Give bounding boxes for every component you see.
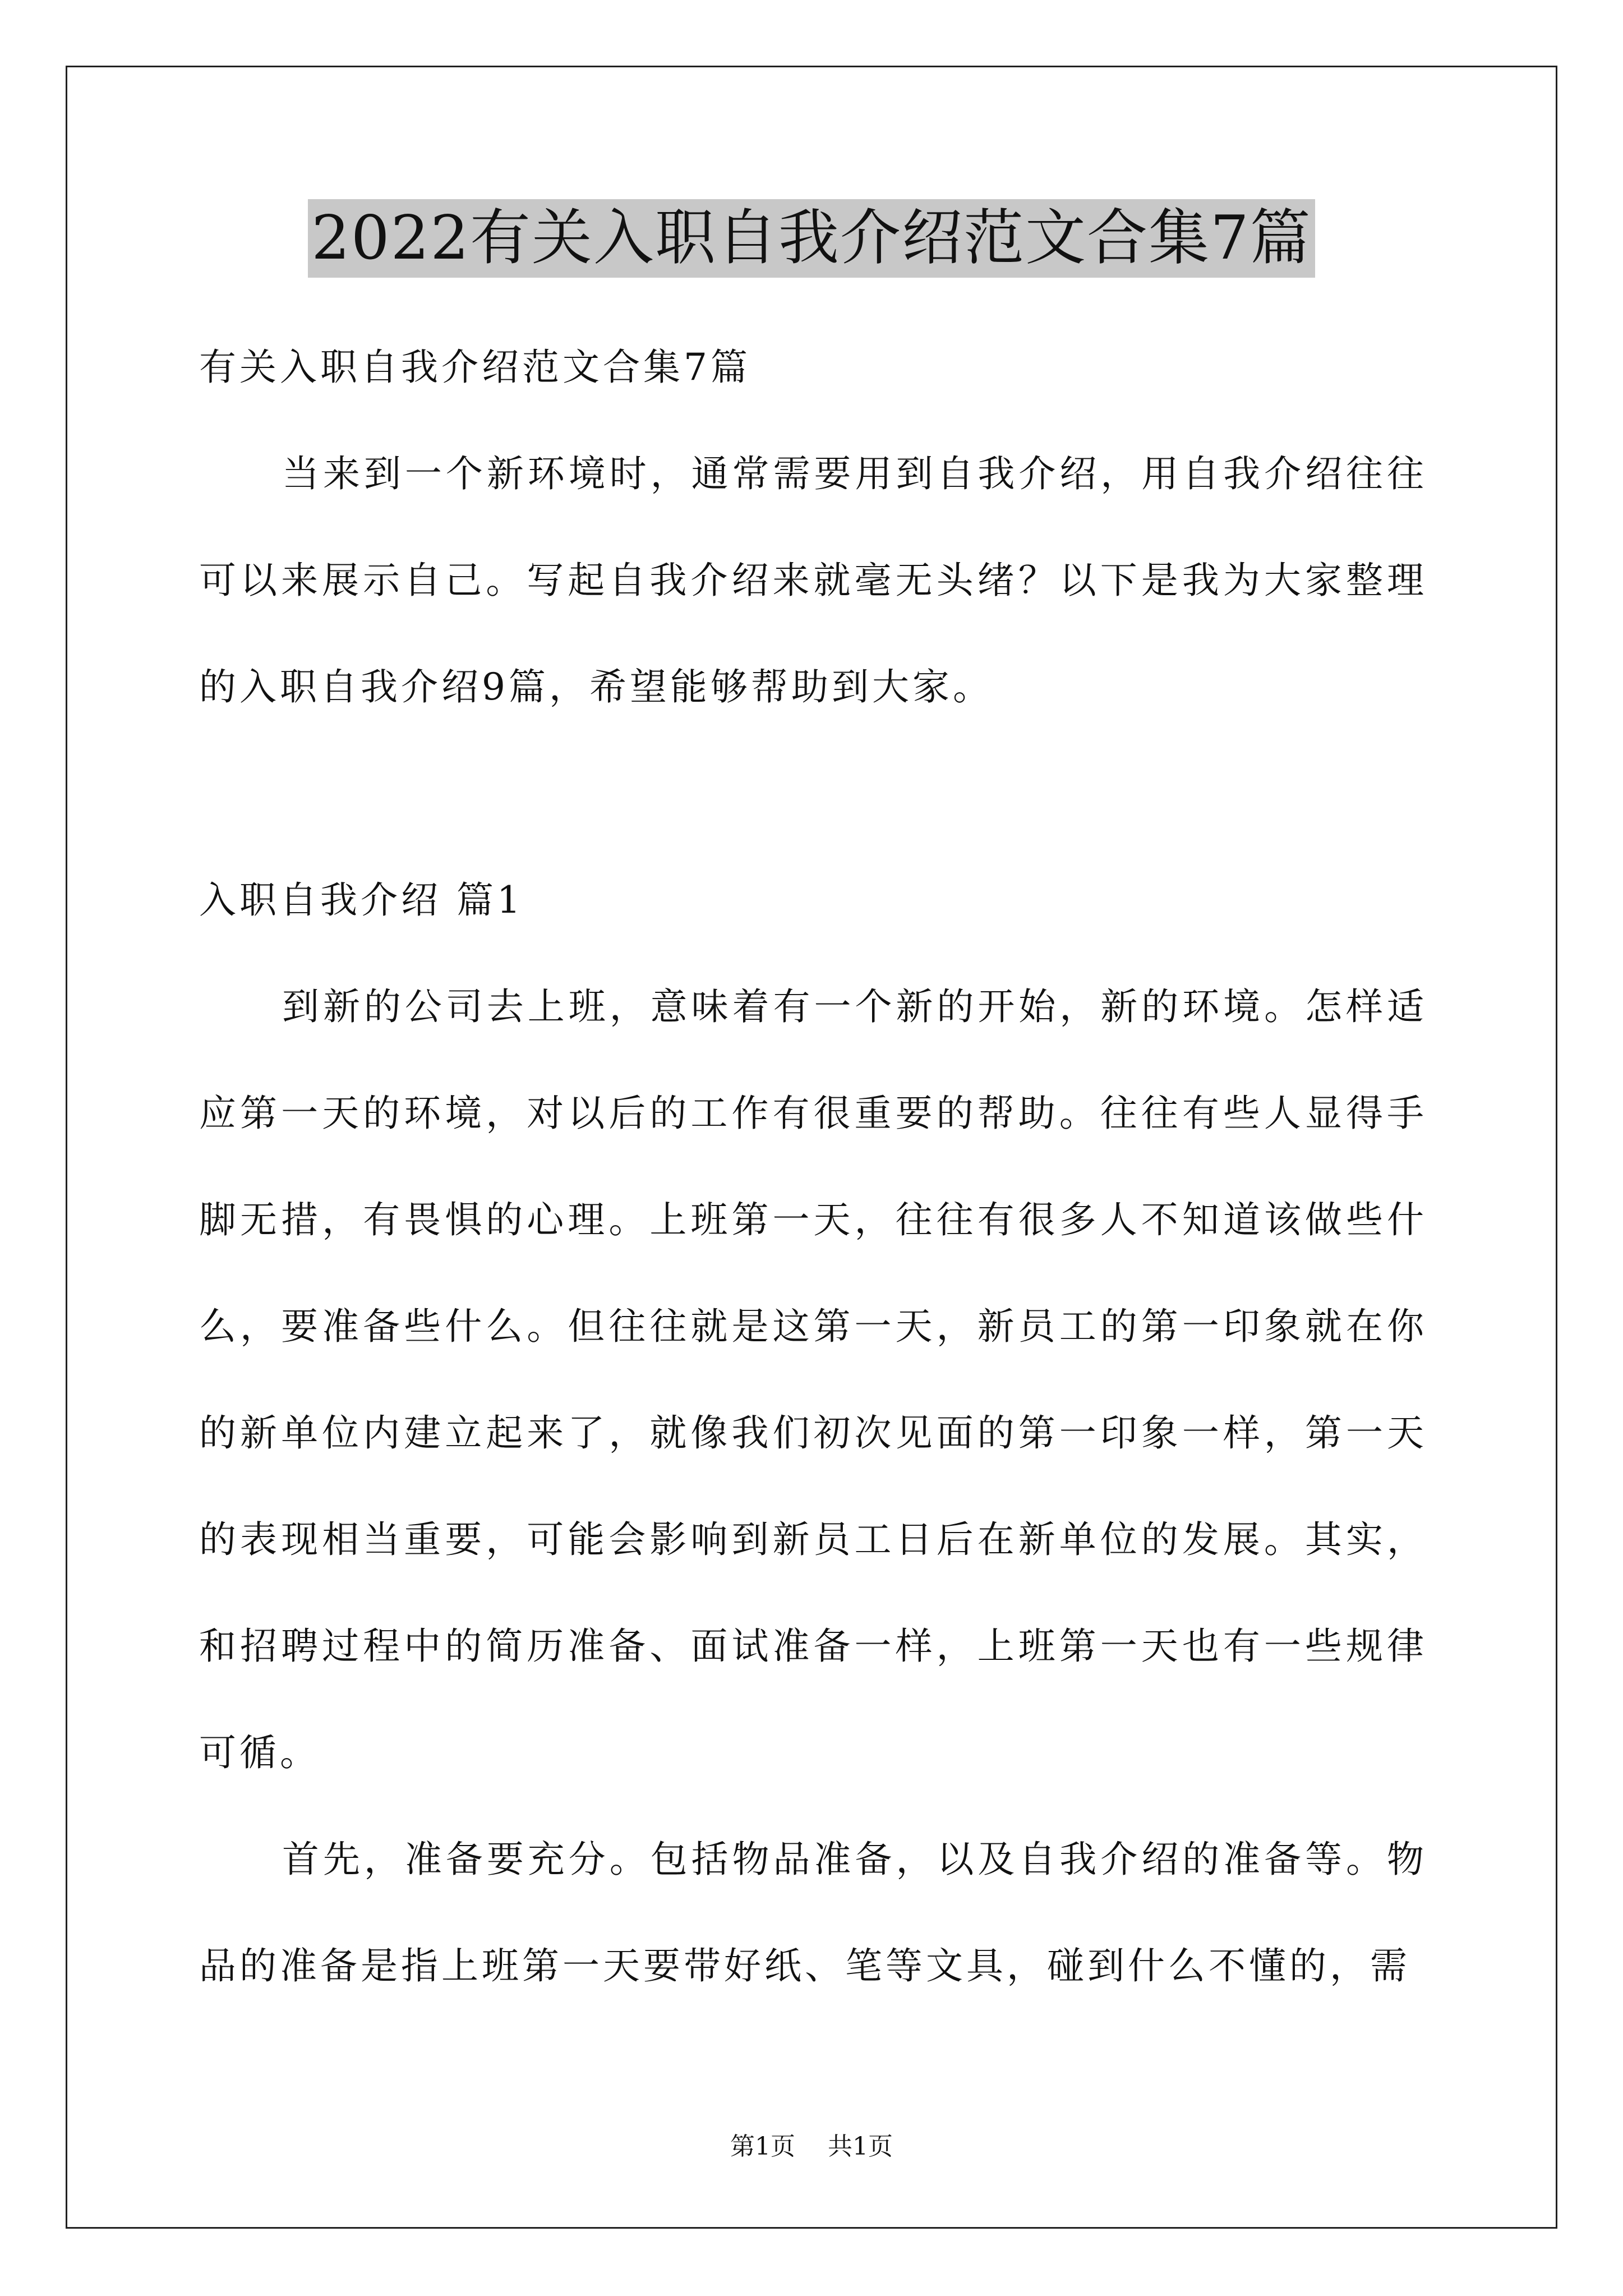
title-container (0, 199, 1623, 278)
page-total: 共1页 (828, 2132, 893, 2161)
body-paragraph-2: 首先，准备要充分。包括物品准备，以及自我介绍的准备等。物品的准备是指上班第一天要带好纸、笔等文具，碰到什么不懂的，需 (199, 1838, 1427, 1987)
subtitle: 有关入职自我介绍范文合集7篇 (199, 346, 751, 389)
page-number: 第1页 (730, 2132, 795, 2161)
intro-paragraph: 当来到一个新环境时，通常需要用到自我介绍，用自我介绍往往可以来展示自己。写起自我介绍来就毫无头绪？以下是我为大家整理的入职自我介绍9篇，希望能够帮助到大家。 (199, 452, 1427, 708)
document-body (199, 314, 1427, 2019)
body-paragraph-1: 到新的公司去上班，意味着有一个新的开始，新的环境。怎样适应第一天的环境，对以后的工作有很重要的帮助。往往有些人显得手脚无措，有畏惧的心理。上班第一天，往往有很多人不知道该做些什么，要准备些什么。但往往就是这第一天，新员工的第一印象就在你的新单位内建立起来了，就像我们初次见面的第一印象一样，第一天的表现相当重要，可能会影响到新员工日后在新单位的发展。其实，和招聘过程中的简历准备、面试准备一样，上班第一天也有一些规律可循。 (199, 985, 1427, 1774)
section-heading: 入职自我介绍 篇1 (199, 878, 524, 922)
document-title: 2022有关入职自我介绍范文合集7篇 (308, 199, 1315, 278)
page-footer (0, 2126, 1623, 2162)
spacer (199, 740, 1427, 847)
